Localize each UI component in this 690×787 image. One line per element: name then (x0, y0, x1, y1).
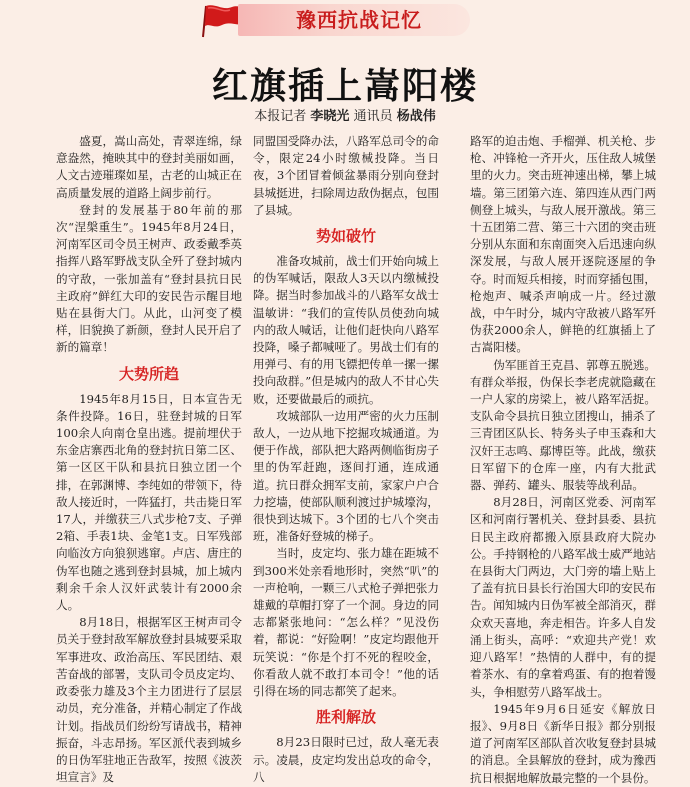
section-heading: 势如破竹 (315, 227, 376, 246)
byline-mid: 通讯员 (353, 109, 393, 124)
article-column-3 (470, 133, 656, 787)
section-heading: 胜利解放 (315, 708, 376, 727)
byline (0, 105, 690, 124)
paragraph: 8月18日，根据军区王树声司令员关于登封敌军解放登封县城要采取军事进攻、政治高压、军民团结、艰苦奋战的部署，支队司令员皮定均、政委张力雄及3个主力团进行了层层动员，充分准备，并精心制定了作战计划。指战员们纷纷写请战书，精神振奋，斗志昂扬。军区派代表到城乡的日伪军驻地正告敌军，按照《波茨坦宣言》及 (56, 615, 242, 785)
paragraph: 1945年8月15日，日本宣告无条件投降。16日，驻登封城的日军100余人向南仓皇出逃。提前埋伏于东金店寨西北角的登封抗日第二区、第一区区干队和县抗日独立团一个排，在郭渊博、李纯如的带领下，待敌人接近时，一阵猛打，共击毙日军17人，并缴获三八式步枪7支、子弹2箱、手表1块、金笔1支。日军残部向临汝方向狼狈逃窜。卢店、唐庄的伪军也随之逃到登封县城，加上城内剩余千余人汉奸武装计有2000余人。 (56, 391, 242, 613)
paragraph: 同盟国受降办法，八路军总司令的命令，限定24小时缴械投降。当日夜，3个团冒着倾盆暴雨分别向登封县城挺进，扫除周边敌伪据点，包围了县城。 (253, 134, 439, 217)
paragraph: 8月28日，河南区党委、河南军区和河南行署机关、登封县委、县抗日民主政府都搬入原县政府大院办公。手持钢枪的八路军战士威严地站在县街大门两边，大门旁的墙上贴上了盖有抗日县长行治国大印的安民布告。闻知城内日伪军被全部消灭，群众欢天喜地，奔走相告。许多人自发涌上街头，高呼：“欢迎共产党！欢迎八路军！”热情的人群中，有的提着茶水、有的拿着鸡蛋、有的抱着馒头，争相慰劳八路军战士。 (470, 495, 656, 699)
paragraph: 路军的迫击炮、手榴弹、机关枪、步枪、冲锋枪一齐开火，压住敌人城堡里的火力。突击班神速出梯，攀上城墙。第三团第六连、第四连从西门两侧登上城头，与敌人展开激战。第三十五团第二营、第三十六团的突击班分别从东面和东南面突入后迅速向纵深发展，与敌人展开逐院逐屋的争夺。时而短兵相接，时而穿插包围，枪炮声、喊杀声响成一片。经过激战，中午时分，城内守敌被八路军歼伪获2000余人，鲜艳的红旗插上了古嵩阳楼。 (470, 134, 656, 355)
paragraph: 准备攻城前，战士们开始向城上的伪军喊话，限敌人3天以内缴械投降。据当时参加战斗的八路军女战士温敏讲：“我们的宣传队员使劲向城内的敌人喊话，让他们赶快向八路军投降，嗓子都喊哑了。男战士们有的用弹弓、有的用飞镖把传单一摞一摞投向敌群。”但是城内的敌人不甘心失败，还要做最后的顽抗。 (253, 254, 439, 406)
paragraph: 盛夏，嵩山高处，青翠连绵，绿意盎然，掩映其中的登封美丽如画，人文古迹璀璨如星，古老的山城正在高质量发展的道路上阔步前行。 (56, 134, 242, 200)
article-headline: 红旗插上嵩阳楼 (211, 65, 478, 107)
paragraph: 当时，皮定均、张力雄在距城不到300米处亲看地形时，突然“叭”的一声枪响，一颗三八式枪子弹把张力雄戴的草帽打穿了一个洞。身边的同志都紧张地问：“怎么样？”见没伤着，都说：“好险啊！”皮定均跟他开玩笑说：“你是个打不死的程咬金，你看敌人就不敢打本司令！”他的话引得在场的同志都笑了起来。 (253, 546, 439, 699)
article-column-2 (253, 133, 439, 786)
article-column-1 (56, 133, 242, 786)
byline-prefix: 本报记者 (254, 109, 307, 124)
paragraph: 登封的发展基于80年前的那次“涅槃重生”。1945年8月24日，河南军区司令员王树声、政委戴季英指挥八路军野战支队全歼了登封城内的守敌，一张加盖有“登封县抗日民主政府”鲜红大印的安民告示醒目地贴在县街大门。从此，山河变了模样，旧貌换了新颜，登封人民开启了新的篇章！ (56, 202, 242, 355)
column-tag: 豫西抗战记忆 (296, 8, 422, 32)
reporter-name: 李晓光 (310, 109, 350, 124)
section-heading: 大势所趋 (118, 364, 179, 383)
correspondent-name: 杨战伟 (396, 109, 436, 124)
paragraph: 伪军匪首王克昌、郭尊五脱逃。有群众举报，伪保长李老虎就隐藏在一户人家的房梁上，被八路军活捉。支队命令县抗日独立团搜山，捕杀了三青团区队长、特务头子申玉森和大汉奸王志鸣、鄢博臣等。此战，缴获日军留下的仓库一座，内有大批武器、弹药、罐头、服装等战利品。 (470, 357, 656, 493)
paragraph: 8月23日限时已过，敌人毫无表示。凌晨，皮定均发出总攻的命令，八 (253, 735, 439, 784)
paragraph: 攻城部队一边用严密的火力压制敌人，一边从地下挖掘攻城通道。为便于作战，部队把大路两侧临街房子里的伪军赶跑，逐间打通，连成通道。抗日群众拥军支前，家家户户合力挖墙，使部队顺利渡过护城壕沟，很快到达城下。3个团的七八个突击班，准备好登城的梯子。 (253, 408, 439, 544)
paragraph: 1945年9月6日延安《解放日报》、9月8日《新华日报》都分别报道了河南军区部队首次收复登封县城的消息。全县解放的登封，成为豫西抗日根据地解放最完整的一个县份。 (470, 701, 656, 785)
